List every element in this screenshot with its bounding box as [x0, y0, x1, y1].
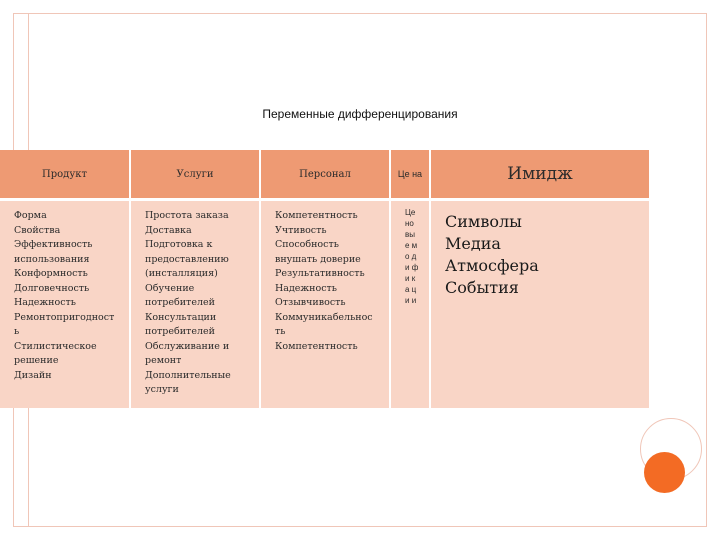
decor-circle-orange [644, 452, 685, 493]
list-item: Обслуживание и [145, 340, 230, 352]
header-cell-price [390, 150, 430, 200]
cell-personnel [260, 200, 390, 409]
list-item: решение [14, 355, 59, 366]
list-item: Конформность [14, 268, 88, 279]
list-item: Медиа [445, 234, 501, 253]
list-item: Дополнительные [145, 369, 231, 381]
cell-services [130, 200, 260, 409]
table-body-row [0, 200, 650, 409]
header-cell-image [430, 150, 650, 200]
cell-product [0, 200, 130, 409]
list-item: Консультации [145, 311, 217, 323]
header-image: Имидж [507, 164, 573, 184]
list-item: События [445, 278, 519, 297]
image-list [431, 201, 649, 299]
price-text: Це но вы е мо ди фи ка ци и [405, 208, 419, 305]
table-header-row [0, 150, 650, 200]
list-item: Форма [14, 210, 47, 221]
header-cell-personnel [260, 150, 390, 200]
header-personnel: Персонал [299, 168, 351, 180]
personnel-list [261, 201, 389, 354]
list-item: ть [275, 326, 286, 337]
list-item: Способность [275, 239, 339, 250]
list-item: Дизайн [14, 369, 52, 381]
list-item: Простота заказа [145, 210, 229, 221]
list-item: Долговечность [14, 282, 90, 294]
list-item: (инсталляция) [145, 268, 218, 279]
list-item: Доставка [145, 224, 192, 236]
list-item: ремонт [145, 355, 182, 366]
list-item: потребителей [145, 297, 215, 308]
list-item: Компетентность [275, 210, 358, 221]
list-item: потребителей [145, 326, 215, 337]
list-item: Эффективность [14, 239, 93, 250]
header-cell-product [0, 150, 130, 200]
list-item: Символы [445, 212, 522, 231]
header-cell-services [130, 150, 260, 200]
list-item: Результативность [275, 268, 365, 279]
header-price: Це на [397, 169, 423, 179]
header-services: Услуги [176, 168, 214, 180]
list-item: Атмосфера [445, 256, 539, 275]
list-item: использования [14, 253, 90, 265]
list-item: Учтивость [275, 224, 327, 236]
list-item: внушать доверие [275, 253, 361, 265]
list-item: Коммуникабельнос [275, 311, 373, 323]
services-list [131, 201, 259, 398]
list-item: Подготовка к [145, 239, 213, 250]
cell-price [390, 200, 430, 409]
list-item: Ремонтопригодност [14, 311, 115, 323]
list-item: Обучение [145, 282, 195, 294]
header-product: Продукт [42, 168, 87, 180]
list-item: Стилистическое [14, 340, 97, 352]
list-item: Отзывчивость [275, 297, 346, 308]
list-item: ь [14, 326, 20, 337]
list-item: услуги [145, 384, 179, 395]
product-list [0, 201, 129, 383]
differentiation-table [0, 150, 651, 408]
cell-image [430, 200, 650, 409]
list-item: Свойства [14, 224, 61, 236]
list-item: Компетентность [275, 340, 358, 352]
slide-title: Переменные дифференцирования [262, 107, 458, 121]
list-item: Надежность [14, 297, 76, 308]
list-item: предоставлению [145, 253, 229, 265]
list-item: Надежность [275, 282, 337, 294]
